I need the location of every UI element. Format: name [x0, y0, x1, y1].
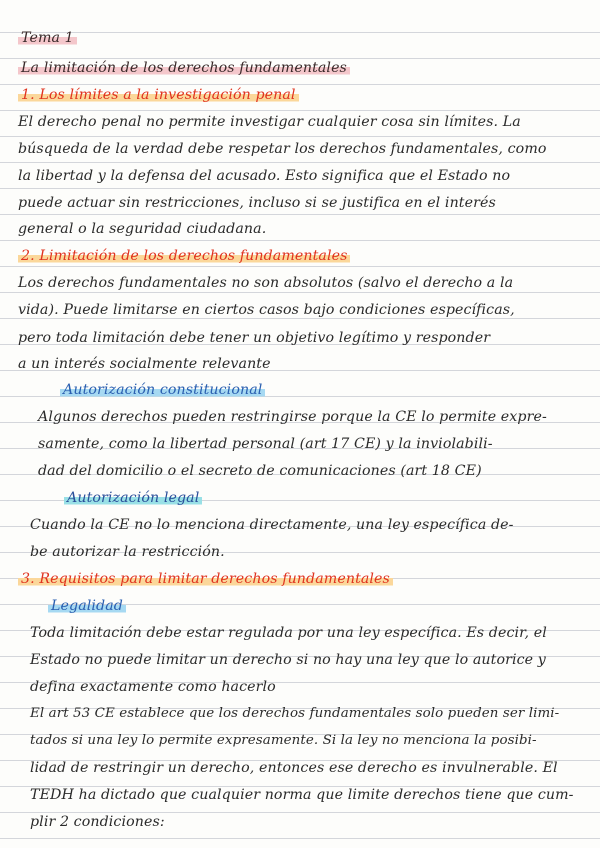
subheading-autorizacion-constitucional: Autorización constitucional — [60, 380, 265, 400]
section3-heading: 3. Requisitos para limitar derechos fundamentales — [18, 569, 393, 589]
constitutional-line: dad del domicilio o el secreto de comunicaciones (art 18 CE) — [38, 463, 482, 479]
section2-line: Los derechos fundamentales no son absolutos (salvo el derecho a la — [18, 275, 514, 291]
legal-line: Cuando la CE no lo menciona directamente, una ley específica de- — [30, 517, 514, 533]
constitutional-line: Algunos derechos pueden restringirse porque la CE lo permite expre- — [38, 409, 547, 425]
section1-line: general o la seguridad ciudadana. — [18, 221, 267, 237]
subheading-autorizacion-legal: Autorización legal — [64, 488, 202, 508]
section1-line: puede actuar sin restricciones, incluso si se justifica en el interés — [18, 195, 496, 211]
section1-line: la libertad y la defensa del acusado. Esto significa que el Estado no — [18, 168, 511, 184]
section2-heading: 2. Limitación de los derechos fundamentales — [18, 246, 350, 266]
legalidad-line: lidad de restringir un derecho, entonces ese derecho es invulnerable. El — [30, 760, 558, 776]
legalidad-line: Toda limitación debe estar regulada por una ley específica. Es decir, el — [30, 625, 547, 641]
section1-line: búsqueda de la verdad debe respetar los derechos fundamentales, como — [18, 141, 547, 157]
legalidad-line: tados si una ley lo permite expresamente. Si la ley no menciona la posibi- — [30, 733, 537, 748]
legalidad-line: Estado no puede limitar un derecho si no hay una ley que lo autorice y — [30, 652, 546, 668]
section2-line: vida). Puede limitarse en ciertos casos bajo condiciones específicas, — [18, 302, 515, 318]
section1-heading: 1. Los límites a la investigación penal — [18, 85, 299, 105]
subheading-legalidad: Legalidad — [48, 596, 126, 616]
page-title: La limitación de los derechos fundamentales — [18, 58, 350, 78]
legalidad-line: El art 53 CE establece que los derechos fundamentales solo pueden ser limi- — [30, 706, 560, 721]
constitutional-line: samente, como la libertad personal (art 17 CE) y la inviolabili- — [38, 436, 493, 452]
legalidad-line: defina exactamente como hacerlo — [30, 679, 276, 695]
section2-line: a un interés socialmente relevante — [18, 356, 271, 372]
section2-line: pero toda limitación debe tener un objetivo legítimo y responder — [18, 330, 491, 346]
topic-label: Tema 1 — [18, 28, 77, 48]
legalidad-line: TEDH ha dictado que cualquier norma que limite derechos tiene que cum- — [30, 787, 574, 803]
section1-line: El derecho penal no permite investigar cualquier cosa sin límites. La — [18, 114, 521, 130]
legalidad-line: plir 2 condiciones: — [30, 814, 165, 830]
legal-line: be autorizar la restricción. — [30, 544, 225, 560]
